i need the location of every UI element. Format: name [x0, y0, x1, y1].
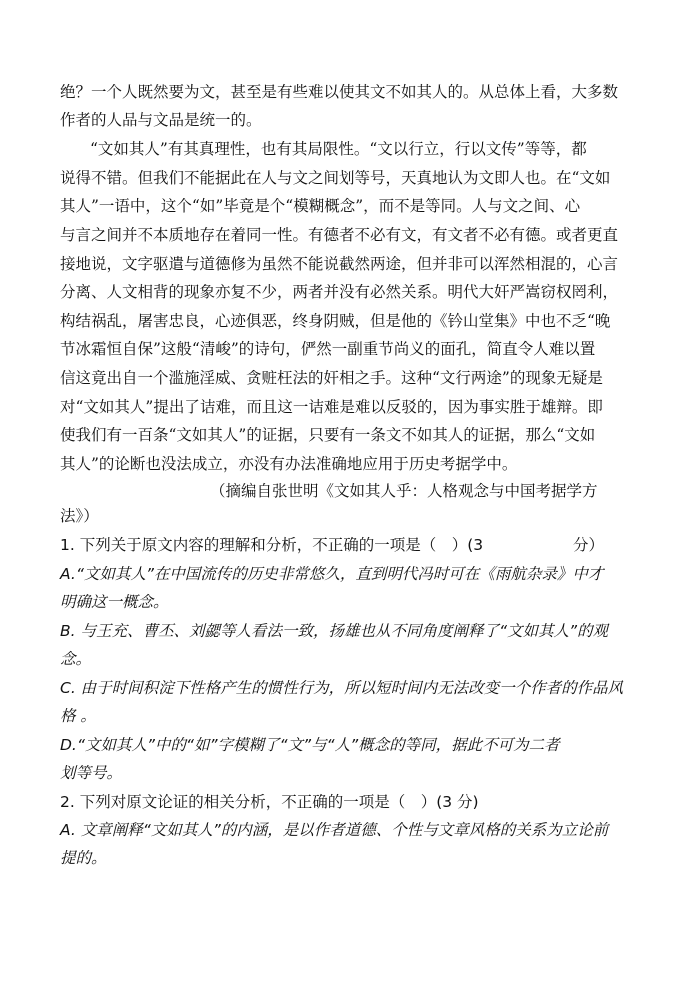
question-1-stem: 1. 下列关于原文内容的理解和分析，不正确的一项是（ ）(3 — [60, 536, 484, 554]
q1-option-a-cont: 明确这一概念。 — [60, 593, 169, 611]
passage-line: 节冰霜恒自保”这般“清峻”的诗句，俨然一副重节尚义的面孔，简直令人难以置 — [60, 340, 596, 358]
q1-option-d: D.“文如其人”中的“如”字模糊了“文”与“人”概念的等同，据此不可为二者 — [60, 736, 560, 754]
passage-line: 与言之间并不本质地存在着同一性。有德者不必有文，有文者不必有德。或者更直 — [60, 226, 619, 244]
passage-line: 使我们有一百条“文如其人”的证据，只要有一条文不如其人的证据，那么“文如 — [60, 426, 596, 444]
question-2-stem: 2. 下列对原文论证的相关分析，不正确的一项是（ ）(3 分) — [60, 793, 479, 811]
q2-option-a-cont: 提的。 — [60, 849, 107, 867]
q1-option-b-cont: 念。 — [60, 650, 92, 668]
q1-option-b: B. 与王充、曹丕、刘勰等人看法一致，扬雄也从不同角度阐释了“文如其人”的观 — [60, 622, 609, 640]
passage-line: 构结祸乱，屠害忠良，心迹俱恶，终身阴贼，但是他的《钤山堂集》中也不乏“晚 — [60, 312, 611, 330]
passage-line: 说得不错。但我们不能据此在人与文之间划等号，天真地认为文即人也。在“文如 — [60, 169, 611, 187]
source-citation-cont: 法》） — [60, 507, 99, 525]
passage-line: 其人”的论断也没法成立，亦没有办法准确地应用于历史考据学中。 — [60, 455, 518, 473]
passage-line: 接地说，文字驱遣与道德修为虽然不能说截然两途，但并非可以浑然相混的，心言 — [60, 255, 619, 273]
passage-line: 信这竟出自一个滥施淫威、贪赃枉法的奸相之手。这种“文行两途”的现象无疑是 — [60, 369, 603, 387]
q1-option-c-cont: 格 。 — [60, 707, 96, 725]
q1-option-c: C. 由于时间积淀下性格产生的惯性行为，所以短时间内无法改变一个作者的作品风 — [60, 679, 624, 697]
passage-line: 绝？一个人既然要为文，甚至是有些难以使其文不如其人的。从总体上看，大多数 — [60, 83, 619, 101]
q1-option-a: A.“文如其人”在中国流传的历史非常悠久，直到明代冯时可在《雨航杂录》中才 — [60, 565, 604, 583]
question-1-score: 分） — [573, 536, 605, 554]
passage-line: 作者的人品与文品是统一的。 — [60, 111, 262, 129]
source-citation: （摘编自张世明《文如其人乎：人格观念与中国考据学方 — [210, 482, 598, 500]
q1-option-d-cont: 划等号。 — [60, 764, 123, 782]
passage-line: 分离、人文相背的现象亦复不少，两者并没有必然关系。明代大奸严嵩窃权罔利， — [60, 283, 619, 301]
passage-line: 其人”一语中，这个“如”毕竟是个“模糊概念”，而不是等同。人与文之间、心 — [60, 197, 581, 215]
passage-line: 对“文如其人”提出了诘难，而且这一诘难是难以反驳的，因为事实胜于雄辩。即 — [60, 398, 603, 416]
q2-option-a: A. 文章阐释“文如其人”的内涵，是以作者道德、个性与文章风格的关系为立论前 — [60, 821, 609, 839]
passage-line: “文如其人”有其真理性，也有其局限性。“文以行立，行以文传”等等，都 — [90, 140, 587, 158]
